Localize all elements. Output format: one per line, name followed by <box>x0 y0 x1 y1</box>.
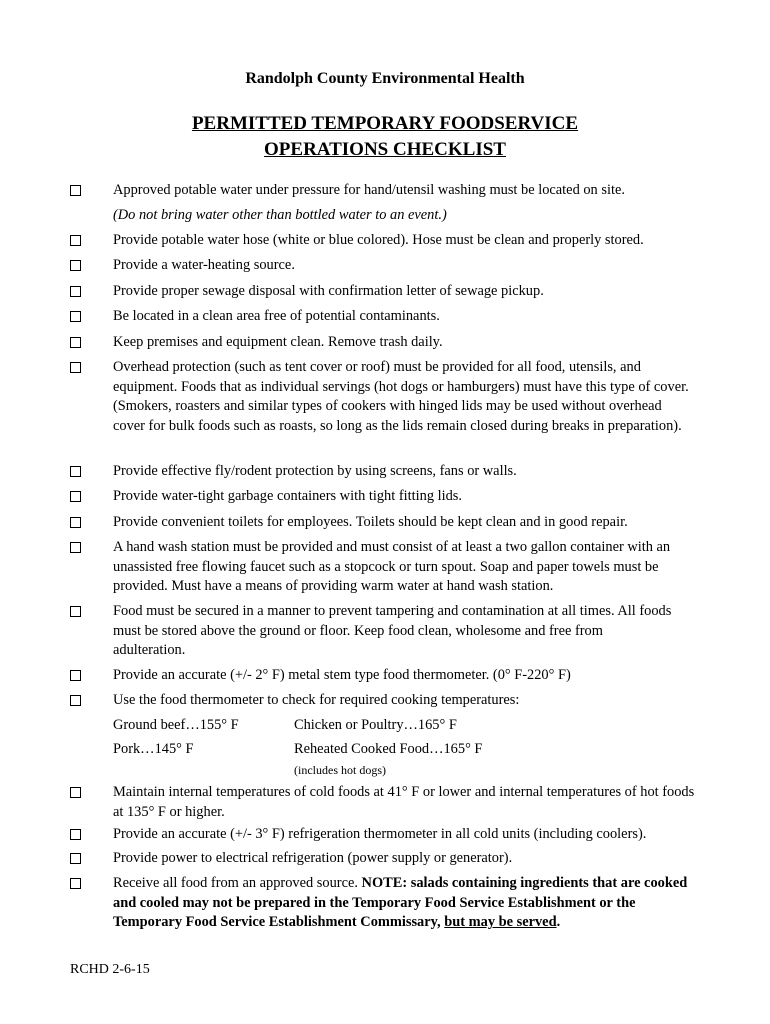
temp-ground-beef: Ground beef…155° F <box>113 717 239 733</box>
checkbox-item-4[interactable] <box>70 286 81 297</box>
checklist-item-6: Keep premises and equipment clean. Remove trash daily. <box>113 334 443 350</box>
checklist-item-7: Overhead protection (such as tent cover or roof) must be provided for all food, utensils, and equipment. Foods that as individual servings (hot dogs or hamburgers) must have this type of cover. (Smokers, roasters and similar types of cookers with hinged lids may be used without overhead cover for bulk foods such as roasts, so long as the lids remain closed during breaks in preparation). <box>113 359 689 435</box>
checklist-item-10: Provide convenient toilets for employees. Toilets should be kept clean and in good repair. <box>113 514 628 530</box>
checklist-item-15: Maintain internal temperatures of cold foods at 41° F or lower and internal temperatures of hot foods at 135° F or higher. <box>113 784 695 820</box>
temp-pork: Pork…145° F <box>113 741 194 757</box>
checkbox-item-3[interactable] <box>70 260 81 271</box>
checkbox-item-10[interactable] <box>70 517 81 528</box>
salad-note-underlined: but may be served <box>444 914 557 931</box>
checklist-item-9: Provide water-tight garbage containers with tight fitting lids. <box>113 488 463 504</box>
salad-note-bold: NOTE: salads containing ingredients that are cooked and cooled may not be prepared in the Temporary Food Service Establishment or the Temporary Food Service Establishment Commissary, <box>113 875 688 931</box>
checklist-item-5: Be located in a clean area free of potential contaminants. <box>113 308 440 324</box>
checklist-item-18 <box>113 874 698 933</box>
checklist-item-4: Provide proper sewage disposal with confirmation letter of sewage pickup. <box>113 283 544 299</box>
page-title-line-1: PERMITTED TEMPORARY FOODSERVICE <box>191 113 579 134</box>
temp-chicken-poultry: Chicken or Poultry…165° F <box>294 717 457 733</box>
page-title-line-2: OPERATIONS CHECKLIST <box>264 139 506 160</box>
checkbox-item-11[interactable] <box>70 542 81 553</box>
salad-note-end: . <box>556 914 561 931</box>
checkbox-item-7[interactable] <box>70 362 81 373</box>
checkbox-item-16[interactable] <box>70 829 81 840</box>
checklist-item-12: Food must be secured in a manner to prevent tampering and contamination at all times. All foods must be stored above the ground or floor. Keep food clean, wholesome and free from adulteration. <box>113 603 672 659</box>
agency-name: Randolph County Environmental Health <box>245 70 525 87</box>
checklist-item-13: Provide an accurate (+/- 2° F) metal stem type food thermometer. (0° F-220° F) <box>113 667 571 683</box>
checkbox-item-8[interactable] <box>70 466 81 477</box>
checkbox-item-12[interactable] <box>70 606 81 617</box>
checkbox-item-18[interactable] <box>70 878 81 889</box>
checklist-item-1: Approved potable water under pressure for hand/utensil washing must be located on site. <box>113 182 625 198</box>
checklist-item-1-note: (Do not bring water other than bottled water to an event.) <box>113 207 447 223</box>
checklist-item-17: Provide power to electrical refrigeration (power supply or generator). <box>113 850 513 866</box>
temp-reheated-note: (includes hot dogs) <box>294 763 386 777</box>
checklist-item-2: Provide potable water hose (white or blue colored). Hose must be clean and properly stored. <box>113 232 644 248</box>
checkbox-item-15[interactable] <box>70 787 81 798</box>
checklist-item-16: Provide an accurate (+/- 3° F) refrigeration thermometer in all cold units (including coolers). <box>113 826 647 842</box>
checklist-item-11: A hand wash station must be provided and must consist of at least a two gallon container with an unassisted free flowing faucet such as a stopcock or turn spout. Soap and paper towels must be provided. Must have a means of providing warm water at hand wash station. <box>113 539 671 595</box>
checkbox-item-6[interactable] <box>70 337 81 348</box>
checkbox-item-17[interactable] <box>70 853 81 864</box>
checklist-item-3: Provide a water-heating source. <box>113 257 295 273</box>
checkbox-item-2[interactable] <box>70 235 81 246</box>
checkbox-item-14[interactable] <box>70 695 81 706</box>
checkbox-item-1[interactable] <box>70 185 81 196</box>
temp-reheated-food: Reheated Cooked Food…165° F <box>294 741 483 757</box>
checklist-item-8: Provide effective fly/rodent protection by using screens, fans or walls. <box>113 463 517 479</box>
checklist-item-18-text: Receive all food from an approved source. <box>113 875 362 891</box>
checkbox-item-9[interactable] <box>70 491 81 502</box>
checkbox-item-13[interactable] <box>70 670 81 681</box>
document-code: RCHD 2-6-15 <box>70 962 150 977</box>
checkbox-item-5[interactable] <box>70 311 81 322</box>
checklist-item-14: Use the food thermometer to check for required cooking temperatures: <box>113 692 520 708</box>
